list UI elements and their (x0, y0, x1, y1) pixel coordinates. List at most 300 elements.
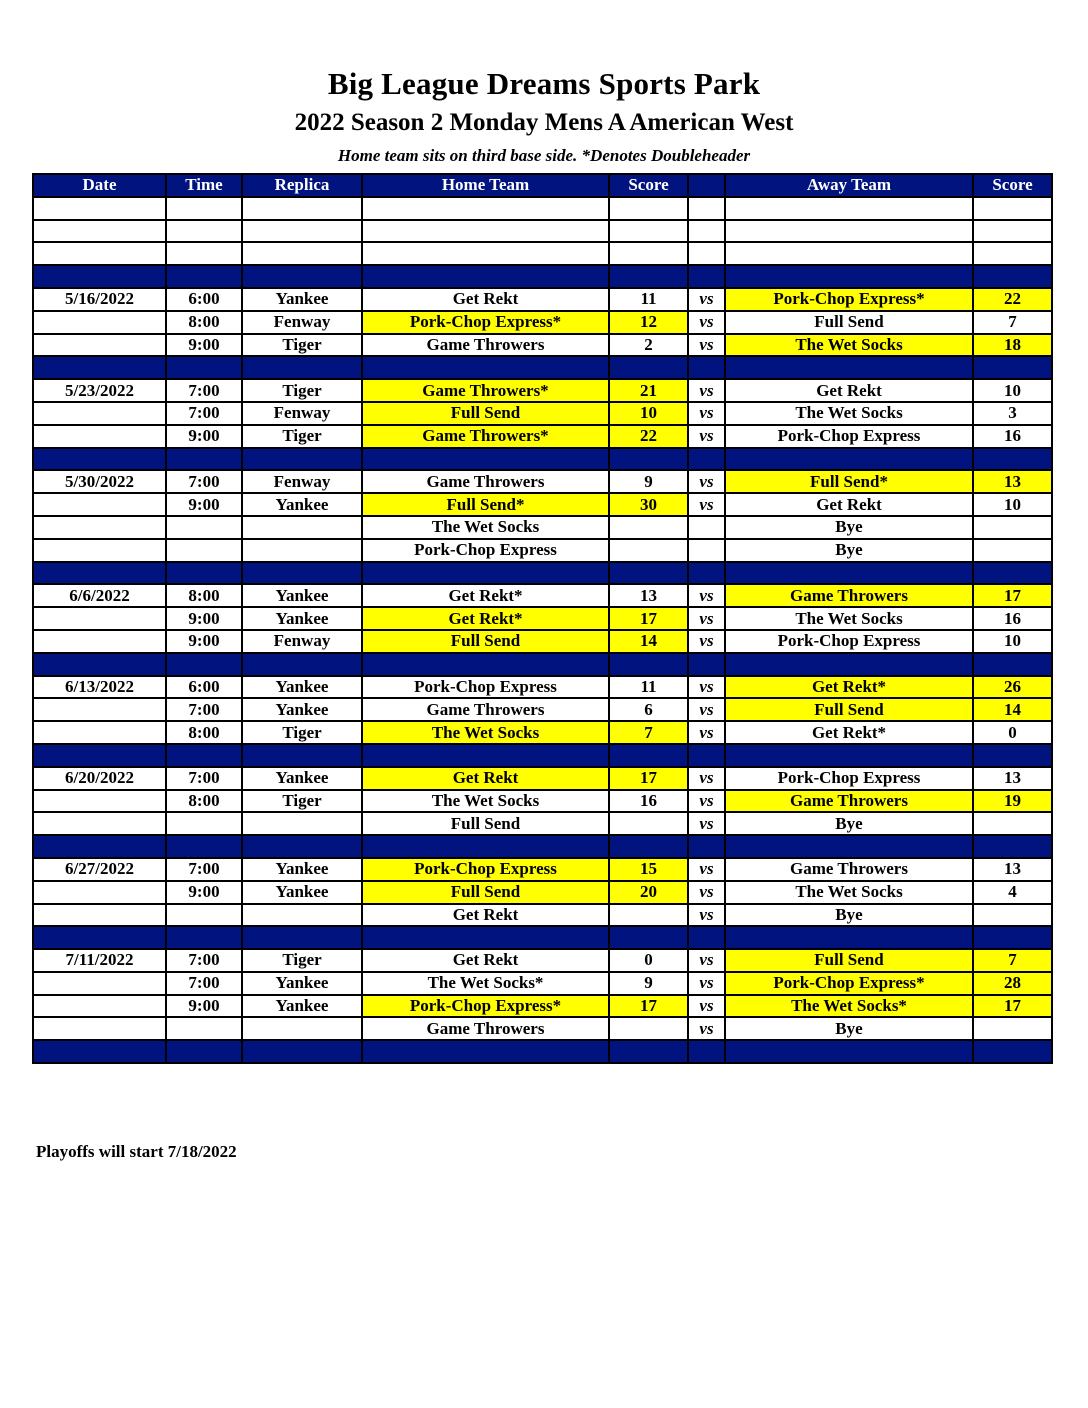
home-score-cell (609, 448, 688, 471)
time-cell: 7:00 (166, 379, 242, 402)
game-row (33, 379, 1052, 402)
home-score-cell: 2 (609, 334, 688, 357)
column-header-replica: Replica (242, 174, 362, 197)
date-cell (33, 197, 166, 220)
home-score-cell: 14 (609, 630, 688, 653)
date-cell (33, 744, 166, 767)
home-score-cell (609, 220, 688, 243)
separator-row (33, 562, 1052, 585)
vs-cell (688, 356, 725, 379)
vs-cell: vs (688, 311, 725, 334)
away-score-cell: 4 (973, 881, 1052, 904)
replica-cell: Yankee (242, 493, 362, 516)
column-header-away-score: Score (973, 174, 1052, 197)
away-team-cell: Bye (725, 516, 973, 539)
separator-row (33, 926, 1052, 949)
date-cell (33, 402, 166, 425)
separator-row (33, 448, 1052, 471)
home-team-cell: Pork-Chop Express (362, 676, 609, 699)
separator-row (33, 265, 1052, 288)
away-team-cell: Bye (725, 812, 973, 835)
home-score-cell: 11 (609, 288, 688, 311)
vs-cell: vs (688, 584, 725, 607)
away-score-cell: 19 (973, 790, 1052, 813)
home-team-cell: Full Send (362, 630, 609, 653)
home-score-cell (609, 356, 688, 379)
away-team-cell (725, 220, 973, 243)
away-score-cell: 18 (973, 334, 1052, 357)
away-score-cell: 28 (973, 972, 1052, 995)
away-team-cell: Pork-Chop Express (725, 630, 973, 653)
home-score-cell: 22 (609, 425, 688, 448)
away-score-cell (973, 835, 1052, 858)
home-team-cell (362, 242, 609, 265)
game-row (33, 539, 1052, 562)
away-score-cell: 16 (973, 607, 1052, 630)
date-cell (33, 493, 166, 516)
away-score-cell (973, 653, 1052, 676)
replica-cell: Fenway (242, 470, 362, 493)
replica-cell: Fenway (242, 311, 362, 334)
home-team-cell (362, 448, 609, 471)
separator-row (33, 1040, 1052, 1063)
column-header-time: Time (166, 174, 242, 197)
away-score-cell (973, 265, 1052, 288)
date-cell (33, 1040, 166, 1063)
game-row (33, 721, 1052, 744)
away-score-cell (973, 562, 1052, 585)
away-team-cell: The Wet Socks* (725, 995, 973, 1018)
time-cell (166, 835, 242, 858)
column-header-away-team: Away Team (725, 174, 973, 197)
vs-cell: vs (688, 470, 725, 493)
date-cell (33, 972, 166, 995)
home-team-cell (362, 356, 609, 379)
away-team-cell (725, 356, 973, 379)
away-score-cell: 7 (973, 311, 1052, 334)
home-score-cell (609, 516, 688, 539)
replica-cell: Yankee (242, 288, 362, 311)
date-cell (33, 425, 166, 448)
home-team-cell (362, 926, 609, 949)
game-row (33, 972, 1052, 995)
away-team-cell: Full Send (725, 949, 973, 972)
home-team-cell: Full Send (362, 402, 609, 425)
time-cell (166, 265, 242, 288)
time-cell: 8:00 (166, 790, 242, 813)
away-team-cell: Get Rekt* (725, 721, 973, 744)
page-subtitle: 2022 Season 2 Monday Mens A American West (294, 109, 794, 136)
home-score-cell (609, 744, 688, 767)
date-cell (33, 265, 166, 288)
replica-cell (242, 356, 362, 379)
home-team-cell: The Wet Socks* (362, 972, 609, 995)
home-score-cell: 9 (609, 972, 688, 995)
home-team-cell: Pork-Chop Express* (362, 311, 609, 334)
away-score-cell: 22 (973, 288, 1052, 311)
time-cell: 7:00 (166, 402, 242, 425)
time-cell (166, 1040, 242, 1063)
away-team-cell (725, 835, 973, 858)
separator-row (33, 356, 1052, 379)
time-cell: 7:00 (166, 949, 242, 972)
home-team-cell (362, 220, 609, 243)
date-cell (33, 311, 166, 334)
home-score-cell (609, 265, 688, 288)
away-team-cell (725, 744, 973, 767)
vs-cell (688, 265, 725, 288)
time-cell: 9:00 (166, 607, 242, 630)
replica-cell (242, 242, 362, 265)
away-team-cell: Bye (725, 1017, 973, 1040)
away-team-cell: Game Throwers (725, 858, 973, 881)
schedule-table (32, 173, 1053, 1064)
vs-cell (688, 926, 725, 949)
away-score-cell (973, 448, 1052, 471)
home-team-cell (362, 653, 609, 676)
game-row (33, 470, 1052, 493)
vs-cell: vs (688, 767, 725, 790)
away-score-cell: 7 (973, 949, 1052, 972)
date-cell: 6/13/2022 (33, 676, 166, 699)
date-cell: 7/11/2022 (33, 949, 166, 972)
time-cell (166, 516, 242, 539)
away-team-cell (725, 197, 973, 220)
away-team-cell: Full Send* (725, 470, 973, 493)
home-score-cell (609, 242, 688, 265)
vs-cell: vs (688, 334, 725, 357)
home-team-cell: Get Rekt (362, 767, 609, 790)
home-team-cell: Game Throwers (362, 698, 609, 721)
game-row (33, 858, 1052, 881)
vs-cell: vs (688, 812, 725, 835)
away-team-cell: Full Send (725, 698, 973, 721)
game-row (33, 493, 1052, 516)
game-row (33, 402, 1052, 425)
time-cell: 8:00 (166, 311, 242, 334)
away-team-cell (725, 653, 973, 676)
date-cell: 6/6/2022 (33, 584, 166, 607)
vs-cell: vs (688, 904, 725, 927)
home-score-cell: 9 (609, 470, 688, 493)
away-team-cell (725, 265, 973, 288)
game-row (33, 425, 1052, 448)
away-team-cell: Bye (725, 539, 973, 562)
vs-cell (688, 653, 725, 676)
home-score-cell: 16 (609, 790, 688, 813)
home-team-cell: Full Send (362, 881, 609, 904)
vs-cell: vs (688, 676, 725, 699)
date-cell (33, 220, 166, 243)
away-score-cell (973, 516, 1052, 539)
schedule-body (33, 197, 1052, 1063)
time-cell: 7:00 (166, 698, 242, 721)
date-cell: 6/27/2022 (33, 858, 166, 881)
replica-cell (242, 448, 362, 471)
away-score-cell (973, 356, 1052, 379)
vs-cell (688, 835, 725, 858)
replica-cell: Fenway (242, 402, 362, 425)
date-cell (33, 630, 166, 653)
time-cell: 6:00 (166, 676, 242, 699)
date-cell (33, 904, 166, 927)
vs-cell (688, 448, 725, 471)
home-score-cell (609, 1017, 688, 1040)
home-score-cell: 20 (609, 881, 688, 904)
time-cell: 7:00 (166, 767, 242, 790)
time-cell (166, 220, 242, 243)
time-cell (166, 356, 242, 379)
replica-cell (242, 516, 362, 539)
time-cell: 9:00 (166, 493, 242, 516)
vs-cell: vs (688, 858, 725, 881)
away-team-cell: Get Rekt* (725, 676, 973, 699)
game-row (33, 949, 1052, 972)
home-team-cell: The Wet Socks (362, 721, 609, 744)
home-team-cell (362, 197, 609, 220)
replica-cell: Yankee (242, 972, 362, 995)
away-score-cell: 14 (973, 698, 1052, 721)
away-score-cell (973, 197, 1052, 220)
away-team-cell: The Wet Socks (725, 881, 973, 904)
home-team-cell: Get Rekt* (362, 584, 609, 607)
schedule-note: Home team sits on third base side. *Denotes Doubleheader (337, 146, 751, 165)
game-row (33, 334, 1052, 357)
home-score-cell: 7 (609, 721, 688, 744)
replica-cell: Tiger (242, 379, 362, 402)
date-cell (33, 926, 166, 949)
home-team-cell (362, 562, 609, 585)
date-cell (33, 607, 166, 630)
home-score-cell (609, 904, 688, 927)
home-score-cell (609, 539, 688, 562)
date-cell (33, 242, 166, 265)
home-team-cell (362, 744, 609, 767)
home-team-cell: Game Throwers (362, 1017, 609, 1040)
replica-cell (242, 926, 362, 949)
game-row (33, 995, 1052, 1018)
game-row (33, 516, 1052, 539)
time-cell (166, 448, 242, 471)
home-score-cell (609, 812, 688, 835)
date-cell (33, 995, 166, 1018)
home-team-cell: Pork-Chop Express (362, 539, 609, 562)
away-team-cell (725, 242, 973, 265)
separator-row (33, 653, 1052, 676)
replica-cell: Yankee (242, 858, 362, 881)
replica-cell: Yankee (242, 995, 362, 1018)
away-team-cell (725, 1040, 973, 1063)
vs-cell: vs (688, 379, 725, 402)
date-cell: 5/23/2022 (33, 379, 166, 402)
time-cell: 9:00 (166, 995, 242, 1018)
replica-cell (242, 653, 362, 676)
vs-cell (688, 1040, 725, 1063)
home-team-cell: The Wet Socks (362, 516, 609, 539)
game-row (33, 288, 1052, 311)
date-cell (33, 334, 166, 357)
home-score-cell (609, 835, 688, 858)
home-score-cell (609, 562, 688, 585)
away-score-cell: 17 (973, 584, 1052, 607)
away-score-cell: 13 (973, 858, 1052, 881)
time-cell: 9:00 (166, 630, 242, 653)
away-score-cell: 13 (973, 470, 1052, 493)
away-score-cell (973, 812, 1052, 835)
away-team-cell: Game Throwers (725, 584, 973, 607)
time-cell (166, 539, 242, 562)
date-cell (33, 881, 166, 904)
home-score-cell: 17 (609, 767, 688, 790)
replica-cell (242, 562, 362, 585)
vs-cell: vs (688, 288, 725, 311)
game-row (33, 607, 1052, 630)
away-score-cell: 26 (973, 676, 1052, 699)
home-team-cell: The Wet Socks (362, 790, 609, 813)
replica-cell: Yankee (242, 607, 362, 630)
away-score-cell: 10 (973, 379, 1052, 402)
away-score-cell (973, 1017, 1052, 1040)
column-header-date: Date (33, 174, 166, 197)
home-team-cell: Full Send* (362, 493, 609, 516)
date-cell (33, 790, 166, 813)
date-cell: 6/20/2022 (33, 767, 166, 790)
date-cell (33, 562, 166, 585)
vs-cell (688, 220, 725, 243)
vs-cell: vs (688, 881, 725, 904)
replica-cell: Yankee (242, 767, 362, 790)
replica-cell: Tiger (242, 790, 362, 813)
time-cell: 9:00 (166, 425, 242, 448)
time-cell (166, 653, 242, 676)
time-cell (166, 562, 242, 585)
separator-row (33, 744, 1052, 767)
time-cell: 7:00 (166, 972, 242, 995)
away-score-cell (973, 539, 1052, 562)
time-cell: 7:00 (166, 470, 242, 493)
home-team-cell: Game Throwers (362, 470, 609, 493)
vs-cell (688, 516, 725, 539)
away-team-cell: The Wet Socks (725, 402, 973, 425)
time-cell: 6:00 (166, 288, 242, 311)
vs-cell: vs (688, 1017, 725, 1040)
playoffs-note: Playoffs will start 7/18/2022 (36, 1142, 237, 1161)
replica-cell: Tiger (242, 949, 362, 972)
vs-cell: vs (688, 698, 725, 721)
replica-cell (242, 265, 362, 288)
home-score-cell: 11 (609, 676, 688, 699)
home-team-cell: Game Throwers* (362, 425, 609, 448)
replica-cell (242, 744, 362, 767)
replica-cell (242, 220, 362, 243)
home-score-cell: 17 (609, 607, 688, 630)
home-team-cell: Pork-Chop Express* (362, 995, 609, 1018)
replica-cell (242, 904, 362, 927)
blank-row (33, 220, 1052, 243)
vs-cell: vs (688, 630, 725, 653)
date-cell (33, 516, 166, 539)
date-cell (33, 448, 166, 471)
vs-cell: vs (688, 995, 725, 1018)
replica-cell (242, 1040, 362, 1063)
home-score-cell (609, 653, 688, 676)
game-row (33, 881, 1052, 904)
date-cell (33, 835, 166, 858)
time-cell: 7:00 (166, 858, 242, 881)
home-score-cell: 13 (609, 584, 688, 607)
time-cell (166, 926, 242, 949)
time-cell (166, 904, 242, 927)
home-score-cell (609, 197, 688, 220)
home-score-cell: 15 (609, 858, 688, 881)
away-team-cell: Bye (725, 904, 973, 927)
away-team-cell (725, 562, 973, 585)
replica-cell (242, 197, 362, 220)
home-team-cell: Get Rekt* (362, 607, 609, 630)
date-cell (33, 812, 166, 835)
vs-cell: vs (688, 790, 725, 813)
date-cell (33, 539, 166, 562)
game-row (33, 676, 1052, 699)
vs-cell: vs (688, 607, 725, 630)
home-team-cell: Game Throwers* (362, 379, 609, 402)
blank-row (33, 197, 1052, 220)
away-score-cell (973, 1040, 1052, 1063)
column-header-vs (688, 174, 725, 197)
away-team-cell (725, 448, 973, 471)
away-score-cell: 0 (973, 721, 1052, 744)
vs-cell (688, 197, 725, 220)
home-score-cell: 10 (609, 402, 688, 425)
time-cell: 8:00 (166, 584, 242, 607)
game-row (33, 790, 1052, 813)
home-team-cell: Full Send (362, 812, 609, 835)
game-row (33, 812, 1052, 835)
home-score-cell: 17 (609, 995, 688, 1018)
away-score-cell: 16 (973, 425, 1052, 448)
vs-cell (688, 242, 725, 265)
vs-cell: vs (688, 493, 725, 516)
away-team-cell: Pork-Chop Express (725, 425, 973, 448)
home-team-cell (362, 1040, 609, 1063)
replica-cell: Tiger (242, 334, 362, 357)
home-score-cell: 0 (609, 949, 688, 972)
vs-cell: vs (688, 425, 725, 448)
away-score-cell (973, 904, 1052, 927)
replica-cell (242, 812, 362, 835)
game-row (33, 904, 1052, 927)
away-team-cell: Pork-Chop Express* (725, 288, 973, 311)
game-row (33, 767, 1052, 790)
away-score-cell: 10 (973, 630, 1052, 653)
date-cell: 5/16/2022 (33, 288, 166, 311)
time-cell (166, 242, 242, 265)
home-score-cell: 30 (609, 493, 688, 516)
away-team-cell: Pork-Chop Express (725, 767, 973, 790)
away-score-cell: 3 (973, 402, 1052, 425)
date-cell (33, 721, 166, 744)
vs-cell: vs (688, 402, 725, 425)
time-cell: 8:00 (166, 721, 242, 744)
header-row (33, 174, 1052, 197)
away-score-cell (973, 220, 1052, 243)
blank-row (33, 242, 1052, 265)
time-cell (166, 812, 242, 835)
replica-cell (242, 835, 362, 858)
away-team-cell (725, 926, 973, 949)
home-team-cell: Get Rekt (362, 949, 609, 972)
away-score-cell: 17 (973, 995, 1052, 1018)
